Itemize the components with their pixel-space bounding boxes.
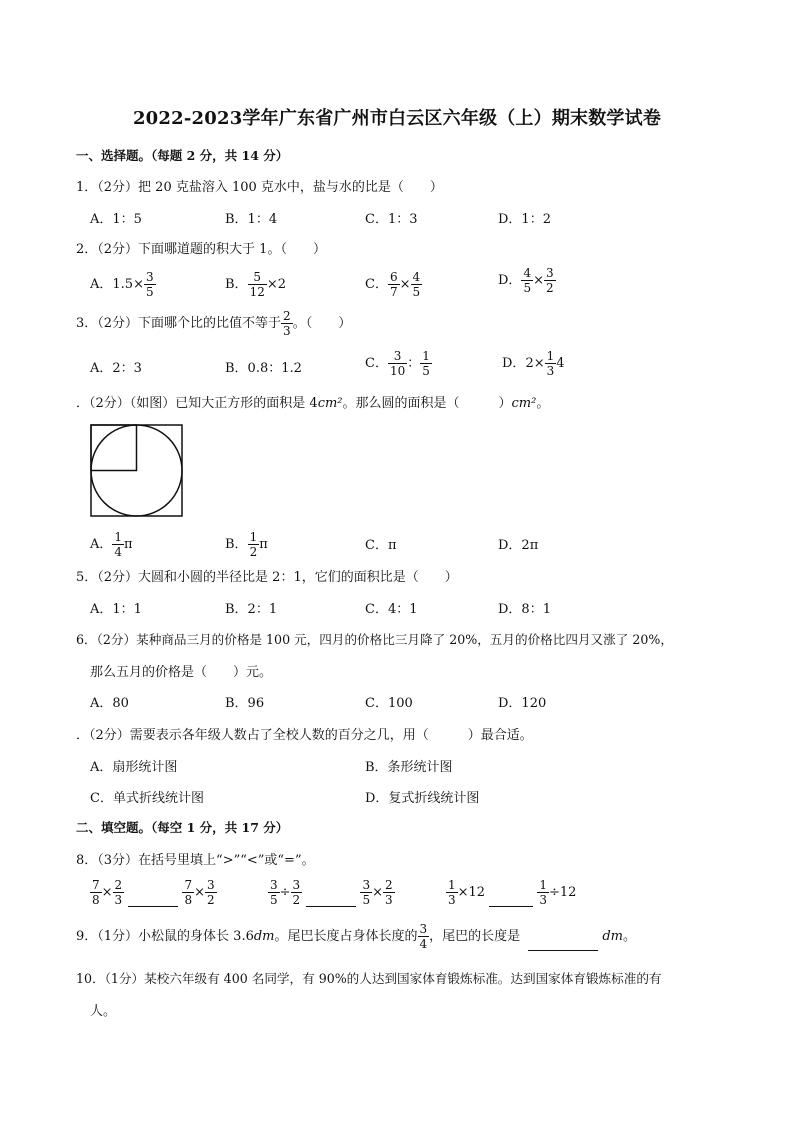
question-8-text: 8．（3分）在括号里填上“>”“<”或“=”。: [76, 853, 315, 868]
q8-expression-1: $\frac{7}{8}$ × $\frac{2}{3}$ $\frac{7}{8}$ × $\frac{3}{2}$: [92, 878, 215, 907]
question-6-line-2: 那么五月的价格是（ ）元。: [90, 665, 273, 680]
q2-option-b: B． $\frac{5}{12}$ ×2: [225, 270, 287, 299]
question-1-text: 1．（2分）把 20 克盐溶入 100 克水中，盐与水的比是（ ）: [76, 180, 443, 195]
q3-option-b: B．0.8：1.2: [225, 361, 302, 376]
q4-option-c: C．π: [365, 538, 397, 553]
q7-option-a: A．扇形统计图: [90, 760, 178, 775]
question-4-text: ．（2分）（如图）已知大正方形的面积是 4cm²。那么圆的面积是（ ）cm²。: [76, 396, 550, 411]
q7-option-b: B．条形统计图: [365, 760, 453, 775]
q3-option-d: D．2× $\frac{1}{3}$ 4: [502, 349, 565, 378]
q6-option-d: D．120: [498, 696, 547, 711]
question-3-text: 3．（2分）下面哪个比的比值不等于 $\frac{2}{3}$ 。（ ）: [76, 309, 352, 338]
q8-expression-3: $\frac{1}{3}$ ×12 $\frac{1}{3}$ ÷12: [448, 878, 577, 907]
question-2-text: 2．（2分）下面哪道题的积大于 1。（ ）: [76, 242, 326, 257]
q7-option-d: D．复式折线统计图: [365, 791, 480, 806]
q4-option-a: A． $\frac{1}{4}$ π: [90, 530, 133, 559]
q7-option-c: C．单式折线统计图: [90, 791, 204, 806]
question-9-text: 9．（1分）小松鼠的身体长 3.6dm。尾巴长度占身体长度的 $\frac{3}{4}$ ，尾巴的长度是 dm。: [76, 922, 636, 951]
page-title: 2022-2023学年广东省广州市白云区六年级（上）期末数学试卷: [132, 108, 662, 129]
q3-option-c: C． $\frac{3}{10}$ ： $\frac{1}{5}$: [365, 349, 430, 378]
q2-option-a: A．1.5× $\frac{3}{5}$: [90, 270, 154, 299]
q5-option-b: B．2：1: [225, 602, 278, 617]
question-7-text: ．（2分）需要表示各年级人数占了全校人数的百分之几，用（ ）最合适。: [76, 728, 533, 743]
q1-option-b: B．1：4: [225, 212, 278, 227]
question-6-line-1: 6．（2分）某种商品三月的价格是 100 元，四月的价格比三月降了 20%，五月的价格比四月又涨了 20%，: [76, 632, 673, 647]
q6-option-b: B．96: [225, 696, 265, 711]
q2-option-c: C． $\frac{6}{7}$ × $\frac{4}{5}$: [365, 270, 421, 299]
q1-option-a: A．1：5: [90, 212, 142, 227]
q5-option-c: C．4：1: [365, 602, 418, 617]
question-10-line-2: 人。: [90, 1004, 117, 1019]
question-10-line-1: 10．（1分）某校六年级有 400 名同学，有 90%的人达到国家体育锻炼标准。达到国家体育锻炼标准的有: [76, 971, 662, 986]
q2-option-d: D． $\frac{4}{5}$ × $\frac{3}{2}$: [498, 266, 554, 295]
q5-option-a: A．1：1: [90, 602, 142, 617]
q8-answer-blank-3[interactable]: [489, 894, 533, 907]
q6-option-a: A．80: [90, 696, 129, 711]
q8-answer-blank-2[interactable]: [306, 894, 356, 907]
q8-answer-blank-1[interactable]: [128, 894, 178, 907]
q5-option-d: D．8：1: [498, 602, 551, 617]
q4-option-d: D．2π: [498, 538, 539, 553]
q4-option-b: B． $\frac{1}{2}$ π: [225, 530, 268, 559]
q6-option-c: C．100: [365, 696, 413, 711]
q9-answer-blank[interactable]: [528, 938, 598, 951]
square-circle-figure: [90, 424, 184, 518]
q3-option-a: A．2：3: [90, 361, 142, 376]
section-heading-choice: 一、选择题。（每题 2 分，共 14 分）: [76, 148, 289, 163]
question-5-text: 5．（2分）大圆和小圆的半径比是 2：1，它们的面积比是（ ）: [76, 570, 458, 585]
q1-option-c: C．1：3: [365, 212, 418, 227]
q1-option-d: D．1：2: [498, 212, 551, 227]
q8-expression-2: $\frac{3}{5}$ ÷ $\frac{3}{2}$ $\frac{3}{5}$ × $\frac{2}{3}$: [270, 878, 393, 907]
section-heading-fill-in: 二、填空题。（每空 1 分，共 17 分）: [76, 820, 289, 835]
